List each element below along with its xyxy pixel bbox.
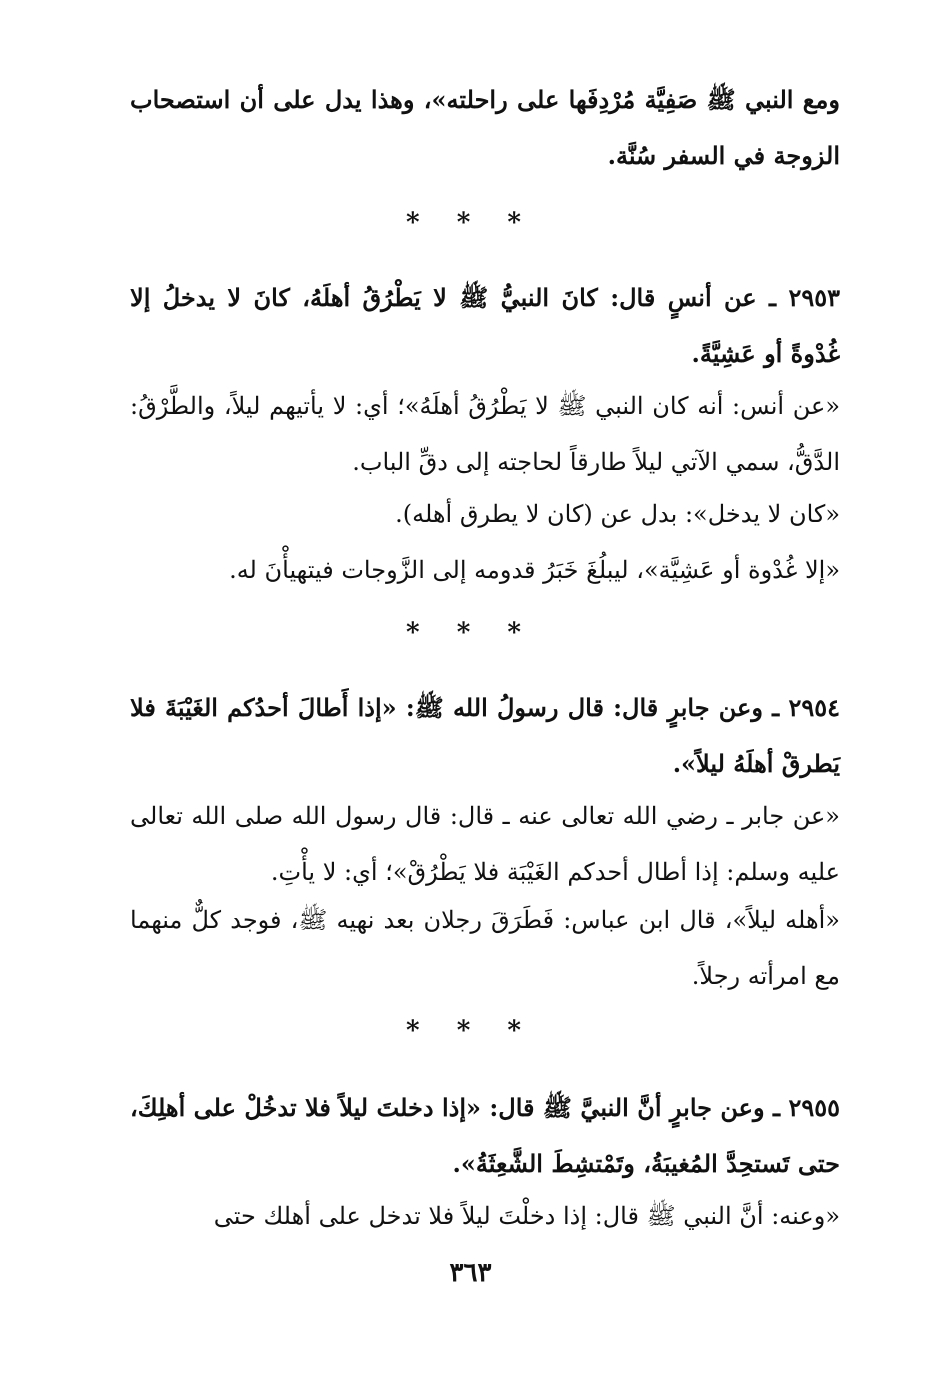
hadith-2954: ٢٩٥٤ ـ وعن جابرٍ قال: قال رسولُ الله ﷺ: «إذا أَطالَ أحدُكم الغَيْبَةَ فلا يَطرقْ أهلَهُ ليلاً». [130, 693, 840, 778]
commentary-2953-3: «إلا غُدْوة أو عَشِيَّة»، ليبلُغَ خَبَرُ قدومه إلى الزَّوجات فيتهيأْنَ له. [229, 556, 840, 584]
commentary-2954-1: «عن جابر ـ رضي الله تعالى عنه ـ قال: قال رسول الله صلى الله تعالى عليه وسلم: إذا أطال أحدكم الغَيْبَة فلا يَطْرُقْ»؛ أي: لا يأْتِ. [130, 802, 840, 886]
page-number: ٣٦٣ [449, 1258, 492, 1288]
separator-3: * * * [406, 1016, 535, 1046]
commentary-2953-1: «عن أنس: أنه كان النبي ﷺ لا يَطْرُقُ أهلَهُ»؛ أي: لا يأتيهم ليلاً، والطَّرْقُ: الدَّقُّ، سمي الآتي ليلاً طارقاً لحاجته إلى دقِّ الباب. [130, 392, 841, 476]
intro-paragraph: ومع النبي ﷺ صَفِيَّة مُرْدِفَها على راحلته»، وهذا يدل على أن استصحاب الزوجة في السفر سُنَّة. [130, 85, 840, 170]
hadith-2953: ٢٩٥٣ ـ عن أنسٍ قال: كانَ النبيُّ ﷺ لا يَطْرُقُ أهلَهُ، كانَ لا يدخلُ إلا غُدْوةً أو عَشِيَّةً. [130, 283, 840, 368]
separator-1: * * * [406, 208, 535, 238]
commentary-2953-2: «كان لا يدخل»: بدل عن (كان لا يطرق أهله). [395, 500, 840, 528]
commentary-2955-1: «وعنه: أنَّ النبي ﷺ قال: إذا دخلْتَ ليلاً فلا تدخل على أهلك حتى [213, 1202, 840, 1230]
separator-2: * * * [406, 618, 535, 648]
hadith-2955: ٢٩٥٥ ـ وعن جابرٍ أنَّ النبيَّ ﷺ قال: «إذا دخلتَ ليلاً فلا تدخُلْ على أهلِكَ، حتى تَستحِدَّ المُغيبَةُ، وتَمْتشِطَ الشَّعِثَةُ». [130, 1093, 840, 1178]
commentary-2954-2: «أهله ليلاً»، قال ابن عباس: فَطَرَقَ رجلان بعد نهيه ﷺ، فوجد كلٌّ منهما مع امرأته رجلاً. [130, 906, 840, 990]
